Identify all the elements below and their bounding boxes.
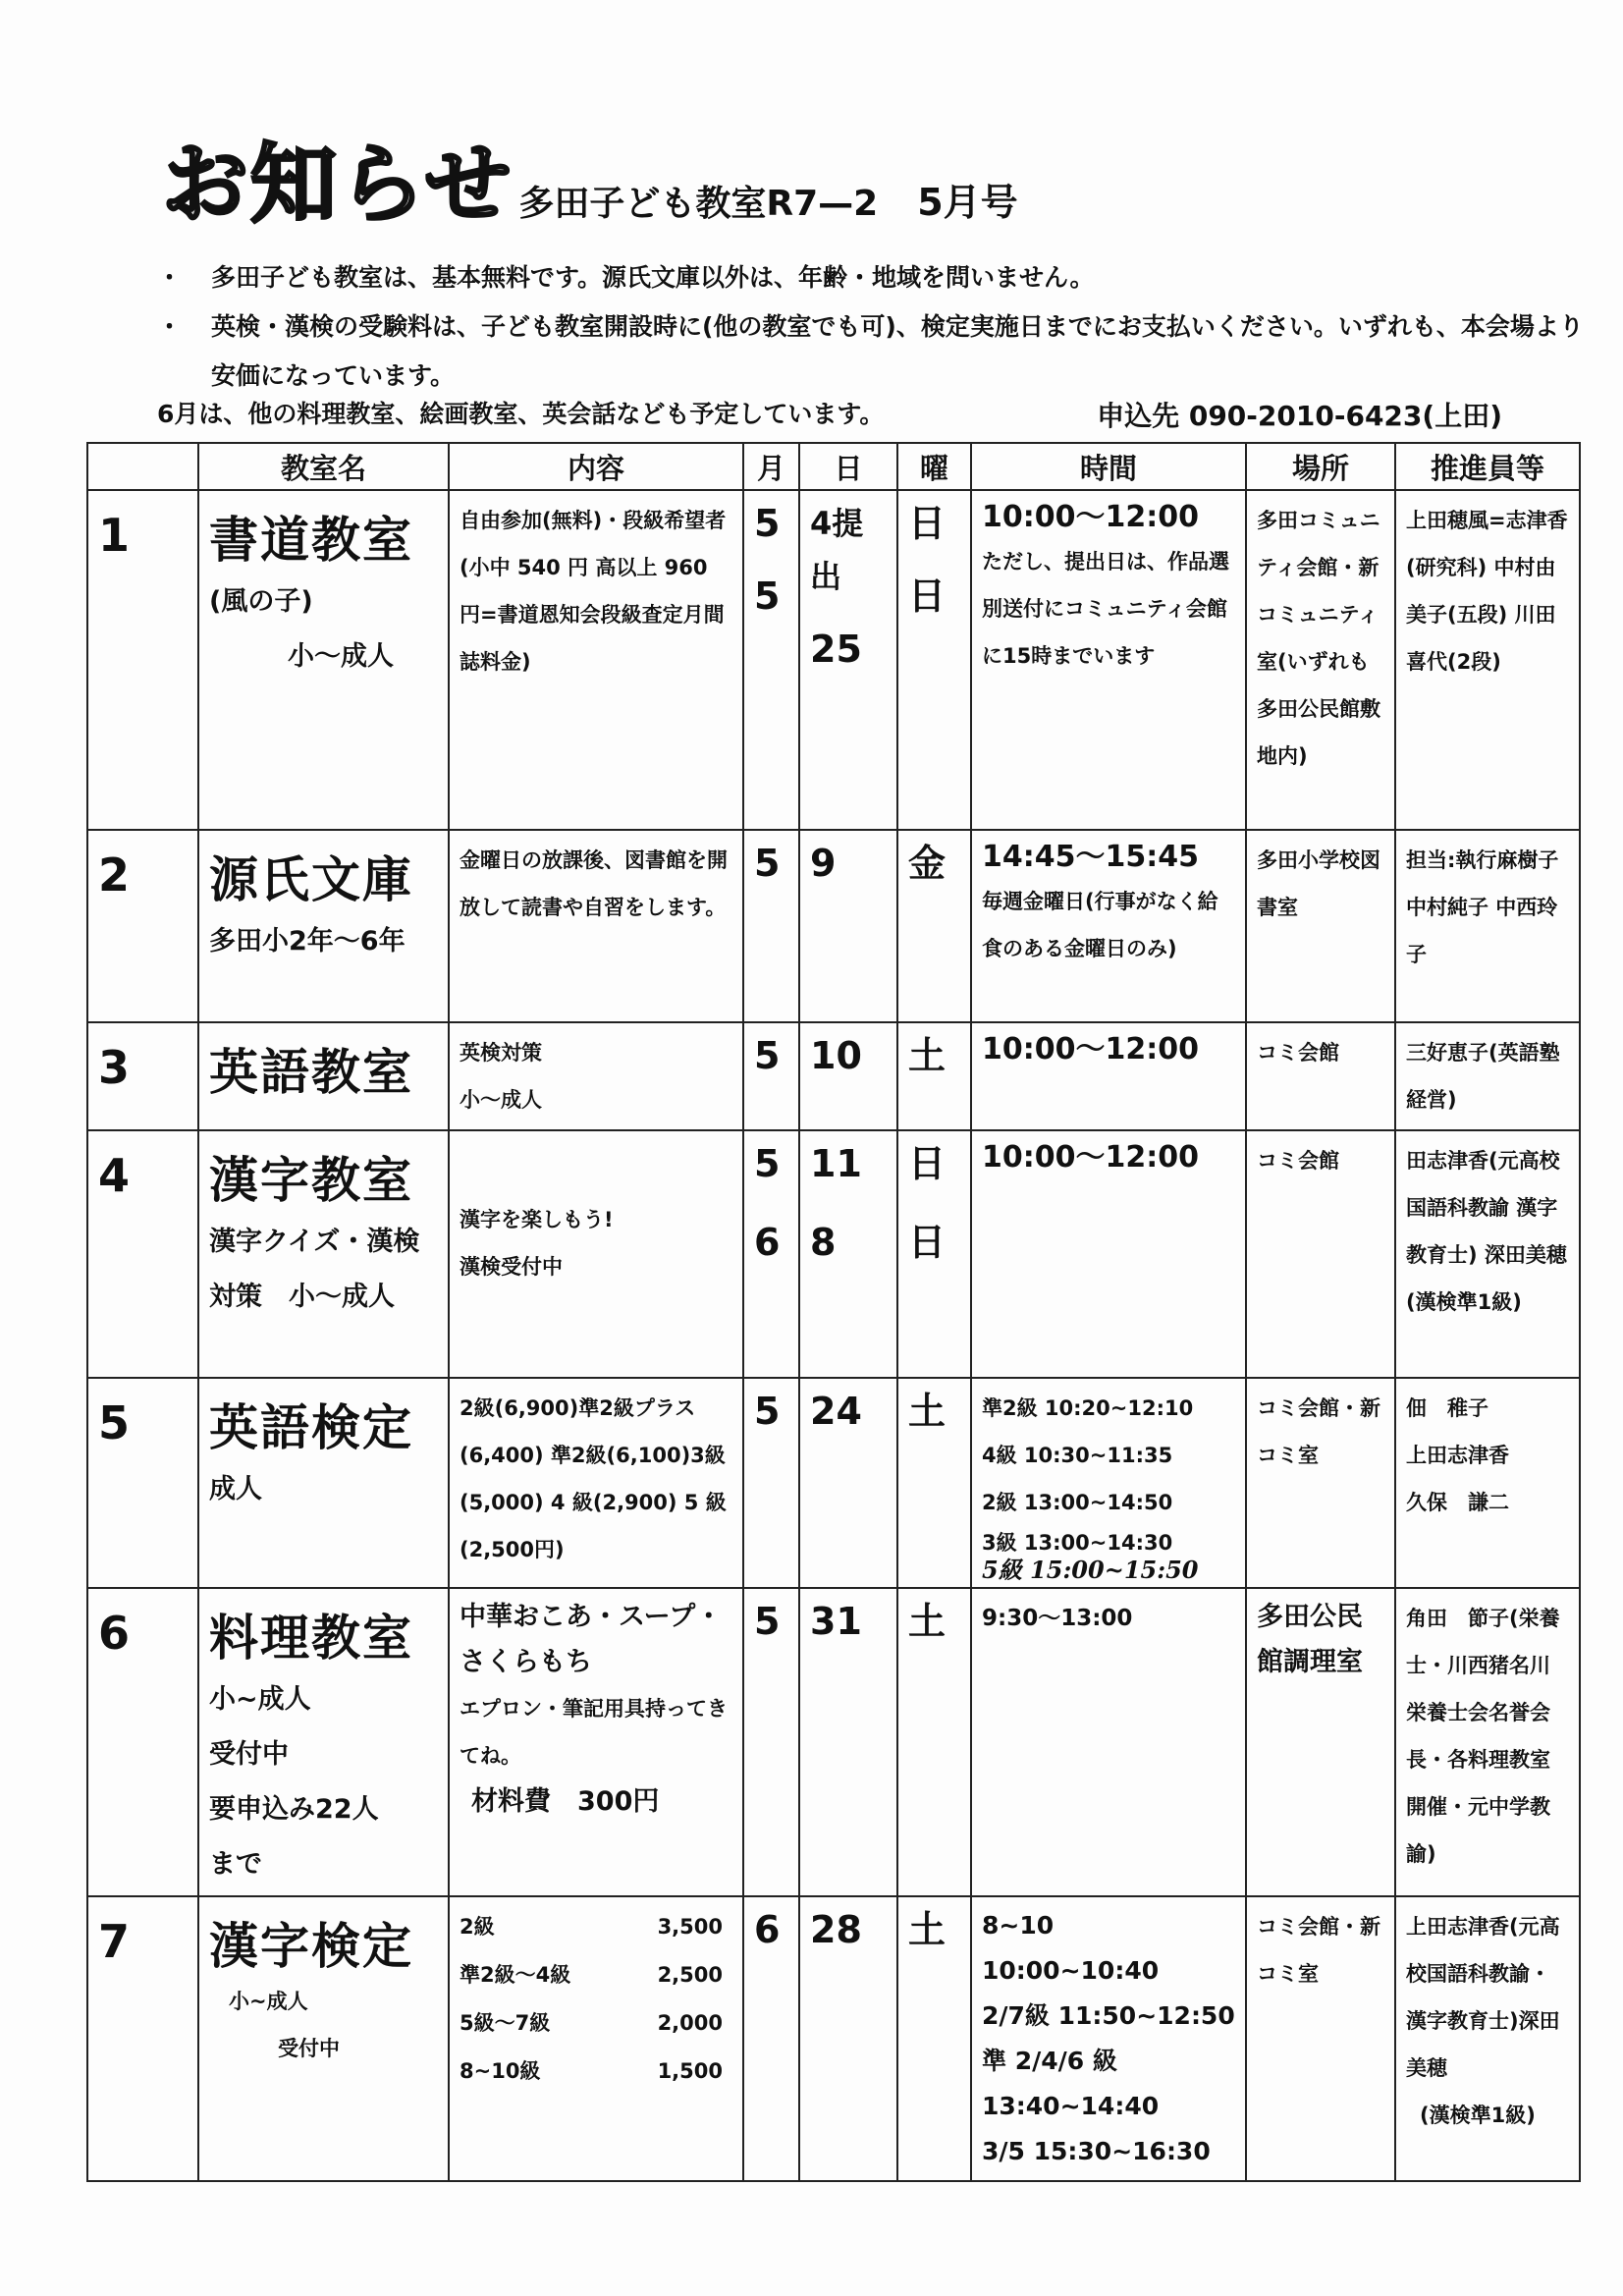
weekday-cell: 土 [897, 1896, 971, 2181]
class-sub: 小~成人 [209, 1684, 311, 1715]
staff-cell: 佃 稚子 上田志津香 久保 謙二 [1395, 1378, 1580, 1588]
time-range: 10:00～12:00 [982, 1140, 1199, 1175]
day-cell: 10 [799, 1022, 897, 1130]
class-sub: 受付中 [278, 2037, 340, 2060]
col-header: 推進員等 [1395, 443, 1580, 490]
exam-time: 13:40~14:40 [982, 2092, 1160, 2120]
newsletter-subtitle: 多田子ども教室R7—2 [518, 184, 879, 224]
col-header: 日 [799, 443, 897, 490]
month-cell: 5 [743, 830, 799, 1022]
table-row [87, 1130, 1580, 1378]
class-sub: 対策 小～成人 [209, 1282, 395, 1312]
time-cell [971, 1896, 1246, 2181]
time-range: 10:00～12:00 [982, 1032, 1199, 1066]
row-number: 2 [87, 830, 198, 1022]
menu-text: 中華おこあ・スープ・さくらもち [460, 1602, 723, 1677]
time-note: 毎週金曜日(行事がなく給食のある金曜日のみ) [982, 890, 1218, 960]
col-header: 月 [743, 443, 799, 490]
schedule-table [86, 442, 1581, 2182]
class-sub: 受付中 [209, 1739, 289, 1770]
col-header: 時間 [971, 443, 1246, 490]
month-cell: 5 [743, 1588, 799, 1896]
content-cell: 2級(6,900)準2級プラス(6,400) 準2級(6,100)3級(5,000) 4 級(2,900) 5 級(2,500円) [449, 1378, 743, 1588]
handwritten-note: 5級 15:00~15:50 [982, 1556, 1199, 1584]
place-cell: コミ会館 [1246, 1022, 1395, 1130]
content-cell: 自由参加(無料)・段級希望者(小中 540 円 高以上 960 円=書道恩知会段級査定月間誌料金) [449, 490, 743, 830]
class-name: 源氏文庫 [209, 851, 413, 908]
exam-time: 2/7級 11:50~12:50 [982, 2001, 1235, 2030]
exam-time: 準 2/4/6 級 [982, 2047, 1117, 2075]
class-name: 漢字検定 [209, 1918, 413, 1975]
class-sub: 小～成人 [288, 641, 394, 672]
table-row [87, 1378, 1580, 1588]
bullet-item: ・ 多田子ども教室は、基本無料です。源氏文庫以外は、年齢・地域を問いません。 [157, 253, 1591, 302]
fee-text: 材料費 300円 [471, 1786, 660, 1817]
contact-info: 申込先 090-2010-6423(上田) [1097, 400, 1502, 432]
staff-cell: 担当:執行麻樹子 中村純子 中西玲子 [1395, 830, 1580, 1022]
class-cell [198, 1896, 449, 2181]
weekday-cell: 金 [897, 830, 971, 1022]
staff-cell: 田志津香(元高校国語科教諭 漢字教育士) 深田美穂(漢検準1級) [1395, 1130, 1580, 1378]
class-name: 英語教室 [209, 1044, 413, 1101]
day-cell: 28 [799, 1896, 897, 2181]
content-cell: 漢字を楽しもう! 漢検受付中 [449, 1130, 743, 1378]
table-row [87, 490, 1580, 830]
col-header [87, 443, 198, 490]
col-header: 内容 [449, 443, 743, 490]
time-cell [971, 1130, 1246, 1378]
staff-cell: 角田 節子(栄養士・川西猪名川栄養士会名誉会長・各料理教室開催・元中学教諭) [1395, 1588, 1580, 1896]
row-number: 4 [87, 1130, 198, 1378]
fee-row: 2級 3,500 [460, 1915, 723, 1939]
row-number: 6 [87, 1588, 198, 1896]
exam-time: 4級 10:30~11:35 [982, 1444, 1173, 1467]
exam-time: 準2級 10:20~12:10 [982, 1396, 1194, 1420]
row-number: 1 [87, 490, 198, 830]
class-sub: (風の子) [209, 586, 313, 617]
day-cell: 31 [799, 1588, 897, 1896]
month-cell: 6 [743, 1896, 799, 2181]
bullet-list [157, 253, 1591, 401]
time-range: 10:00～12:00 [982, 500, 1199, 534]
class-name: 料理教室 [209, 1610, 413, 1667]
col-header: 場所 [1246, 443, 1395, 490]
issue-label: 5月号 [917, 181, 1018, 224]
content-cell [449, 1588, 743, 1896]
weekday-cell: 土 [897, 1378, 971, 1588]
exam-time: 3/5 15:30~16:30 [982, 2137, 1211, 2165]
weekday-cell: 土 [897, 1588, 971, 1896]
bullet-item: ・ 英検・漢検の受験料は、子ども教室開設時に(他の教室でも可)、検定実施日までにお支払いください。いずれも、本会場より安価になっています。 [157, 302, 1591, 401]
staff-cell: 上田穂風=志津香(研究科) 中村由美子(五段) 川田喜代(2段) [1395, 490, 1580, 830]
exam-time: 8~10 10:00~10:40 [982, 1911, 1160, 1985]
row-number: 7 [87, 1896, 198, 2181]
table-row [87, 1896, 1580, 2181]
bullet-dot-icon: ・ [157, 312, 183, 341]
day-cell: 4提出 25 [799, 490, 897, 830]
fee-row: 準2級～4級 2,500 [460, 1963, 723, 1987]
bullet-dot-icon: ・ [157, 263, 183, 292]
place-cell: コミ会館 [1246, 1130, 1395, 1378]
notice-line [157, 395, 1571, 434]
fee-table [449, 1896, 743, 2181]
place-cell: 多田公民館調理室 [1246, 1588, 1395, 1896]
time-cell [971, 830, 1246, 1022]
exam-time: 3級 13:00~14:30 [982, 1531, 1173, 1555]
place-cell: 多田コミュニティ会館・新コミュニティ室(いずれも多田公民館敷地内) [1246, 490, 1395, 830]
row-number: 3 [87, 1022, 198, 1130]
class-sub: 要申込み22人 [209, 1794, 379, 1825]
class-name: 書道教室 [209, 512, 413, 569]
fee-row: 5級～7級 2,000 [460, 2011, 723, 2035]
col-header: 教室名 [198, 443, 449, 490]
row-number: 5 [87, 1378, 198, 1588]
class-cell [198, 1588, 449, 1896]
time-note: ただし、提出日は、作品選別送付にコミュニティ会館に15時までいます [982, 550, 1229, 668]
class-sub: まで [209, 1849, 262, 1880]
weekday-cell: 日 日 [897, 490, 971, 830]
exam-time: 2級 13:00~14:50 [982, 1491, 1173, 1514]
table-header-row [87, 443, 1580, 490]
place-cell: コミ会館・新コミ室 [1246, 1378, 1395, 1588]
col-header: 曜 [897, 443, 971, 490]
table-row [87, 1588, 1580, 1896]
time-cell [971, 1378, 1246, 1588]
month-cell: 5 [743, 1378, 799, 1588]
class-cell [198, 1130, 449, 1378]
time-cell [971, 1022, 1246, 1130]
time-range: 14:45～15:45 [982, 840, 1199, 874]
class-sub: 多田小2年～6年 [209, 926, 406, 957]
day-cell: 11 8 [799, 1130, 897, 1378]
class-cell [198, 830, 449, 1022]
header [162, 116, 1537, 240]
class-name: 英語検定 [209, 1399, 413, 1456]
time-cell [971, 490, 1246, 830]
weekday-cell: 土 [897, 1022, 971, 1130]
class-cell [198, 1378, 449, 1588]
content-cell: 英検対策 小～成人 [449, 1022, 743, 1130]
place-cell: コミ会館・新コミ室 [1246, 1896, 1395, 2181]
weekday-cell: 日 日 [897, 1130, 971, 1378]
class-cell [198, 490, 449, 830]
table-row [87, 1022, 1580, 1130]
month-cell: 5 [743, 1022, 799, 1130]
day-cell: 9 [799, 830, 897, 1022]
upcoming-notice: 6月は、他の料理教室、絵画教室、英会話なども予定しています。 [157, 400, 885, 428]
notice-title: お知らせ [162, 134, 514, 235]
table-row [87, 830, 1580, 1022]
month-cell: 5 6 [743, 1130, 799, 1378]
staff-cell: 上田志津香(元高校国語科教諭・漢字教育士)深田美穂 (漢検準1級) [1395, 1896, 1580, 2181]
place-cell: 多田小学校図書室 [1246, 830, 1395, 1022]
class-name: 漢字教室 [209, 1152, 413, 1209]
fee-row: 8~10級 1,500 [460, 2059, 723, 2083]
bring-note: エプロン・筆記用具持ってきてね。 [460, 1697, 728, 1768]
day-cell: 24 [799, 1378, 897, 1588]
content-cell: 金曜日の放課後、図書館を開放して読書や自習をします。 [449, 830, 743, 1022]
staff-cell: 三好恵子(英語塾経営) [1395, 1022, 1580, 1130]
class-sub: 漢字クイズ・漢検 [209, 1227, 420, 1257]
month-cell: 5 5 [743, 490, 799, 830]
class-sub: 成人 [209, 1474, 262, 1504]
time-cell: 9:30～13:00 [971, 1588, 1246, 1896]
class-cell [198, 1022, 449, 1130]
class-sub: 小~成人 [229, 1990, 308, 2013]
